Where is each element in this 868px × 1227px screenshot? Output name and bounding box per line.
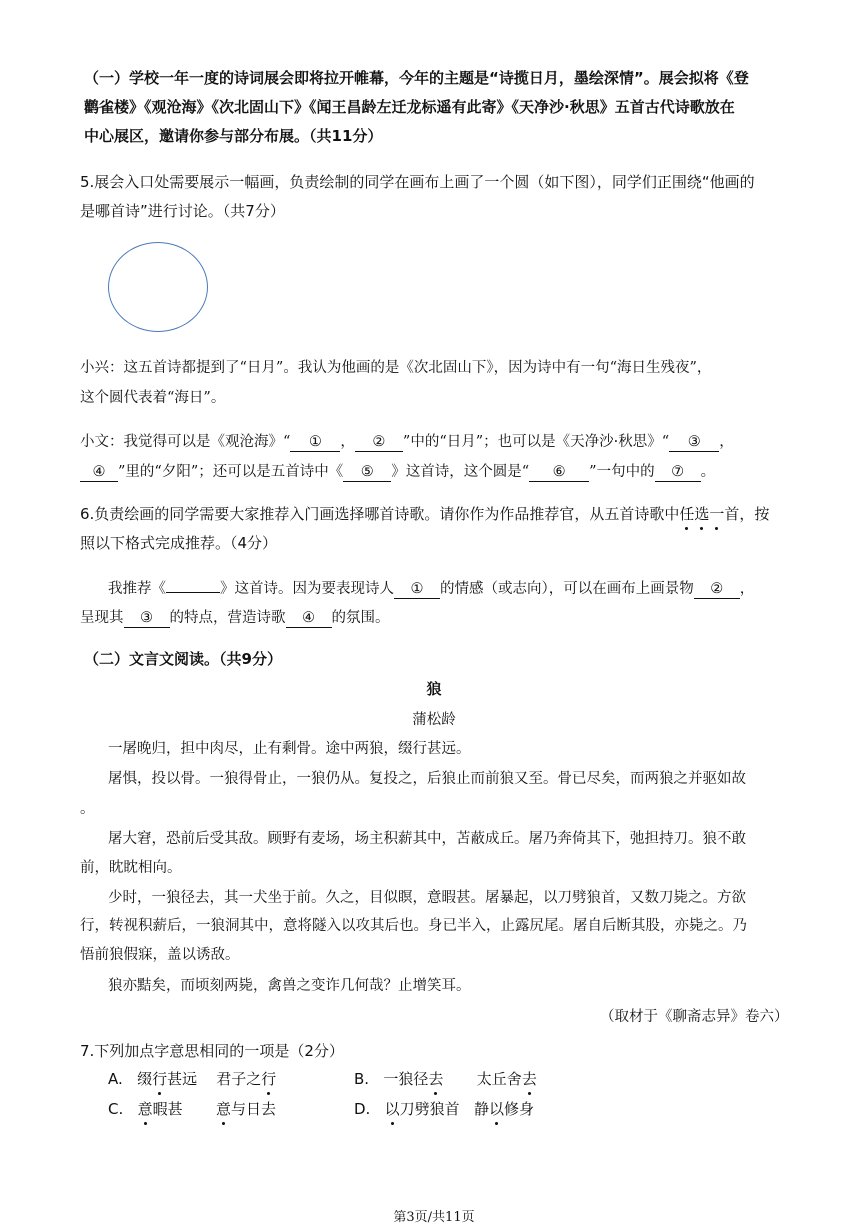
q7-option-b[interactable]	[354, 1068, 537, 1089]
section2-title: （二）文言文阅读。（共9分）	[84, 650, 282, 668]
xiaowen-text: 》这首诗，这个圆是“	[391, 464, 530, 480]
emphasis-char: 以	[384, 1100, 400, 1118]
option-text: 君子之	[216, 1070, 262, 1088]
emphasis-char: 行	[261, 1070, 277, 1088]
q7-option-d[interactable]	[354, 1098, 534, 1119]
recommend-text: 我推荐《	[108, 581, 166, 597]
option-text: 一狼径	[383, 1070, 429, 1088]
poem-paragraph: 行，转视积薪后，一狼洞其中，意将隧入以攻其后也。身已半入，止露尻尾。屠自后断其股，亦毙之。乃	[80, 918, 747, 934]
q5-line1: 5.展会入口处需要展示一幅画，负责绘制的同学在画布上画了一个圆（如下图），同学们正围绕“他画的	[80, 173, 755, 191]
section1-line3: 中心展区，邀请你参与部分布展。（共11分）	[84, 127, 383, 145]
q5-line2: 是哪首诗”进行讨论。（共7分）	[80, 202, 285, 220]
xiaoxing-line1: 小兴：这五首诗都提到了“日月”。我认为他画的是《次北固山下》，因为诗中有一句“海日生残夜”，	[80, 360, 712, 376]
drawn-circle-figure	[108, 242, 208, 332]
option-text: 静	[473, 1100, 489, 1118]
option-text: 甚远	[167, 1070, 198, 1088]
option-label: B.	[354, 1070, 370, 1088]
option-text: 太丘舍	[476, 1070, 522, 1088]
poem-paragraph: 前，眈眈相向。	[80, 860, 182, 876]
blank-1[interactable]: ①	[290, 435, 340, 452]
xiaowen-text: ”里的“夕阳”；还可以是五首诗中《	[118, 464, 344, 480]
xiaowen-line1	[80, 430, 734, 452]
xiaowen-text: ”中的“日月”；也可以是《天净沙·秋思》“	[402, 434, 670, 450]
blank-5[interactable]: ⑤	[343, 465, 391, 482]
option-text: 修身	[504, 1100, 535, 1118]
blank-r1[interactable]: ①	[394, 582, 440, 599]
xiaoxing-line2: 这个圆代表着“海日”。	[80, 390, 226, 406]
poem-source: （取材于《聊斋志异》卷六）	[600, 1009, 789, 1025]
recommend-text: 》这首诗。因为要表现诗人	[220, 581, 394, 597]
xiaowen-text: 。	[700, 464, 716, 480]
emphasis-char: 一	[709, 505, 725, 523]
recommend-text: 的情感（或志向），可以在画布上画景物	[440, 581, 694, 597]
option-text: 与日去	[231, 1100, 277, 1118]
poem-paragraph: 屠惧，投以骨。一狼得骨止，一狼仍从。复投之，后狼止而前狼又至。骨已尽矣，而两狼之并驱如故	[108, 771, 746, 787]
blank-4[interactable]: ④	[80, 465, 118, 482]
emphasis-char: 去	[521, 1070, 537, 1088]
poem-name-blank[interactable]	[166, 592, 220, 593]
recommend-text: 的特点，营造诗歌	[169, 610, 286, 626]
emphasis-char: 行	[152, 1070, 168, 1088]
q7-option-a[interactable]	[108, 1068, 276, 1089]
option-label: D.	[354, 1100, 371, 1118]
emphasis-char: 意	[137, 1100, 153, 1118]
xiaowen-text: ，	[719, 434, 734, 450]
blank-r2[interactable]: ②	[694, 582, 740, 599]
blank-r3[interactable]: ③	[124, 611, 170, 628]
poem-paragraph: 。	[80, 801, 95, 817]
option-text: 暇甚	[152, 1100, 183, 1118]
option-label: A.	[108, 1070, 123, 1088]
option-label: C.	[108, 1100, 124, 1118]
blank-6[interactable]: ⑥	[529, 465, 589, 482]
q6-text: 首，按	[724, 505, 770, 523]
emphasis-char: 以	[489, 1100, 505, 1118]
blank-r4[interactable]: ④	[286, 611, 332, 628]
q6-line1	[80, 503, 769, 524]
emphasis-char: 意	[215, 1100, 231, 1118]
q6-line2: 照以下格式完成推荐。（4分）	[80, 534, 278, 552]
q6-text: 6.负责绘画的同学需要大家推荐入门画选择哪首诗歌。请你作为作品推荐官，从五首诗歌中	[80, 505, 680, 523]
section1-line2: 鹳雀楼》《观沧海》《次北固山下》《闻王昌龄左迁龙标遥有此寄》《天净沙·秋思》五首古代诗歌放在	[84, 98, 735, 116]
poem-title: 狼	[426, 680, 442, 698]
section1-line1: （一）学校一年一度的诗词展会即将拉开帷幕，今年的主题是“诗揽日月，墨绘深情”。展会拟将《登	[84, 69, 749, 87]
xiaowen-line2	[80, 460, 715, 482]
emphasis-char: 去	[428, 1070, 444, 1088]
emphasis-char: 任	[679, 505, 695, 523]
emphasis-char: 选	[694, 505, 710, 523]
poem-paragraph: 屠大窘，恐前后受其敌。顾野有麦场，场主积薪其中，苫蔽成丘。屠乃奔倚其下，弛担持刀。狼不敢	[108, 831, 746, 847]
q7-stem: 7.下列加点字意思相同的一项是（2分）	[80, 1042, 344, 1060]
recommend-text: ，	[739, 581, 755, 597]
blank-7[interactable]: ⑦	[655, 465, 701, 482]
q7-option-c[interactable]	[108, 1098, 276, 1119]
xiaowen-text: ，	[340, 434, 355, 450]
poem-paragraph: 一屠晚归，担中肉尽，止有剩骨。途中两狼，缀行甚远。	[108, 741, 471, 757]
recommend-text: 的氛围。	[331, 610, 390, 626]
option-text: 刀劈狼首	[399, 1100, 460, 1118]
poem-paragraph: 狼亦黠矣，而顷刻两毙，禽兽之变诈几何哉？止增笑耳。	[108, 978, 471, 994]
poem-paragraph: 少时，一狼径去，其一犬坐于前。久之，目似瞑，意暇甚。屠暴起，以刀劈狼首，又数刀毙之。方欲	[108, 890, 746, 906]
blank-2[interactable]: ②	[355, 435, 403, 452]
poem-author: 蒲松龄	[412, 712, 456, 728]
recommend-text: 呈现其	[80, 610, 124, 626]
blank-3[interactable]: ③	[669, 435, 719, 452]
option-text: 缀	[137, 1070, 153, 1088]
recommend-line2	[80, 606, 390, 628]
page-number: 第3页/共11页	[393, 1210, 475, 1225]
poem-paragraph: 悟前狼假寐，盖以诱敌。	[80, 947, 240, 963]
xiaowen-text: ”一句中的	[589, 464, 655, 480]
recommend-line1	[108, 577, 754, 599]
xiaowen-text: 小文：我觉得可以是《观沧海》“	[80, 434, 291, 450]
